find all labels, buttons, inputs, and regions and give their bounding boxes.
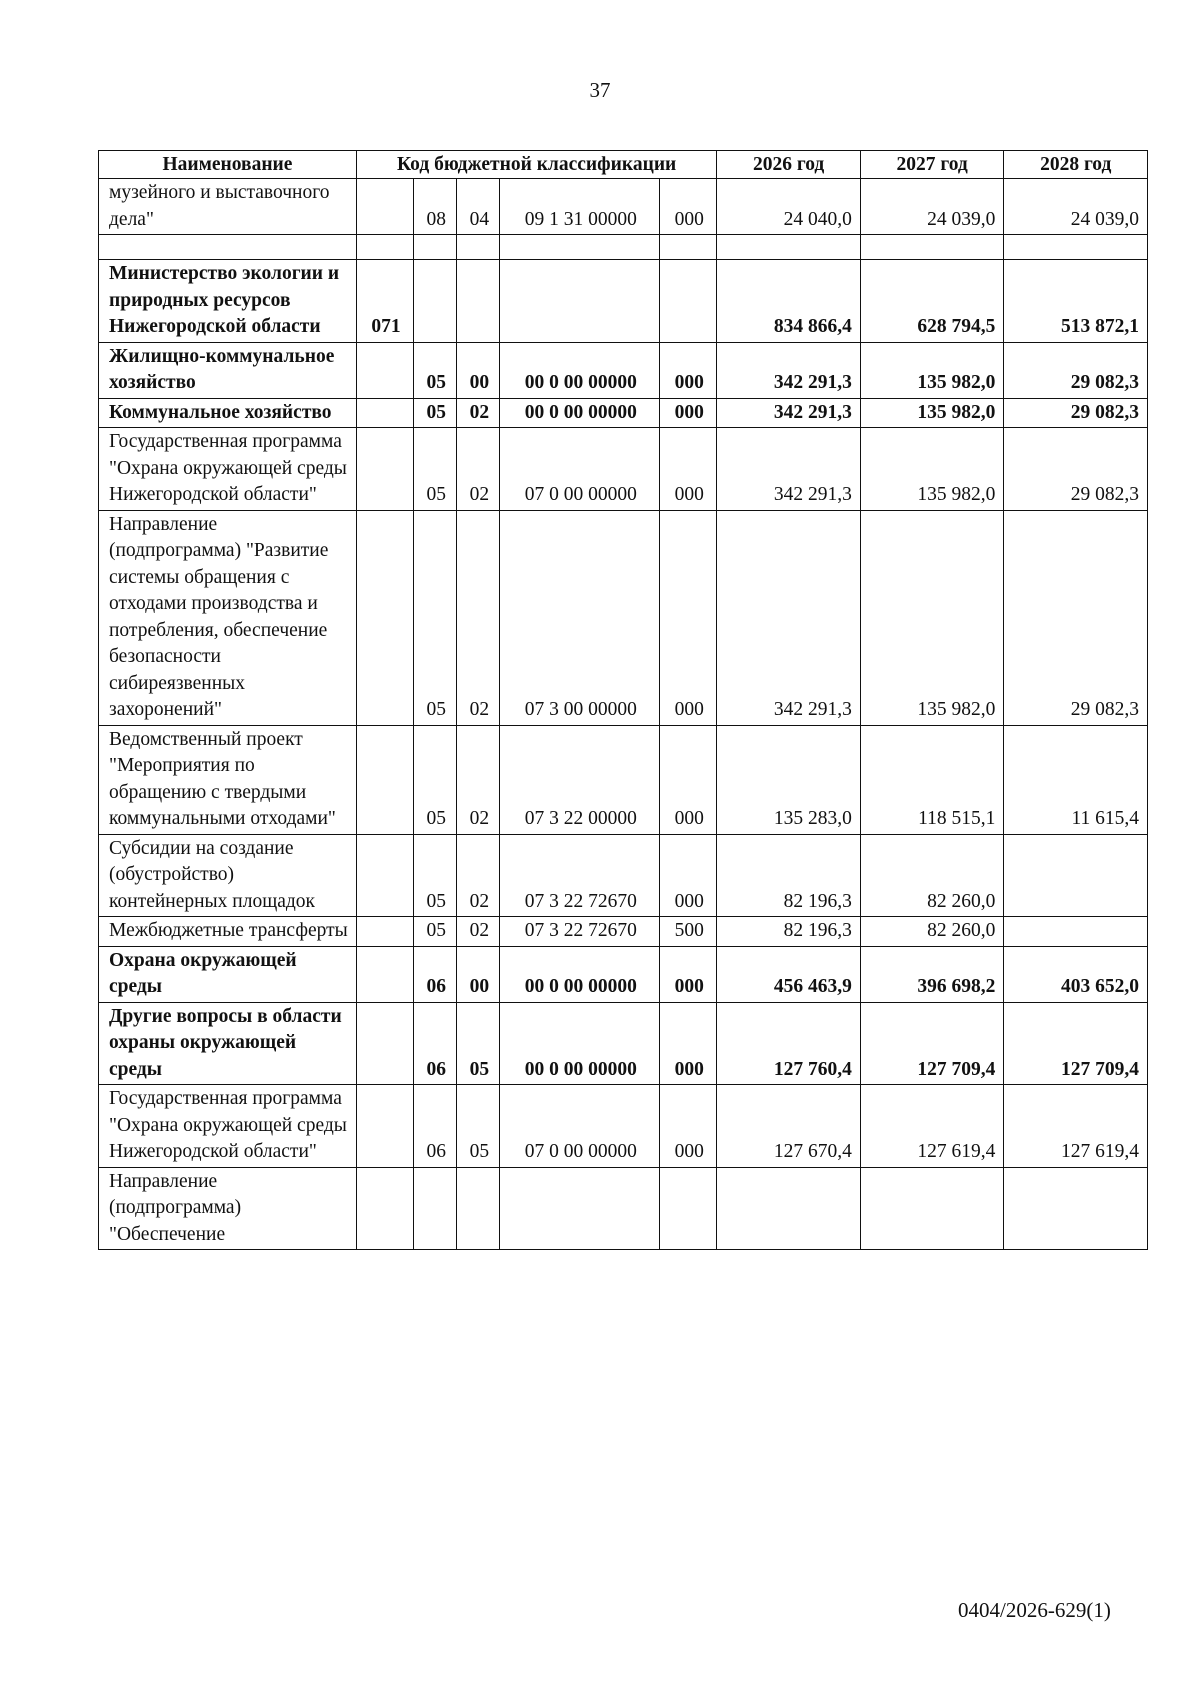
header-2027: 2027 год [860,151,1004,179]
cell-y2026: 342 291,3 [717,342,861,398]
cell-name: Охрана окружающей среды [99,946,357,1002]
cell-rz: 05 [414,725,457,834]
cell-cs: 00 0 00 00000 [500,342,660,398]
cell-rz: 06 [414,1085,457,1168]
cell-pr: 02 [457,725,500,834]
cell-pr: 02 [457,428,500,511]
cell-pr [457,1167,500,1250]
cell-name: Жилищно-коммунальное хозяйство [99,342,357,398]
cell-pr [457,260,500,343]
cell-y2026: 342 291,3 [717,428,861,511]
cell-y2026: 834 866,4 [717,260,861,343]
cell-cs: 00 0 00 00000 [500,1002,660,1085]
cell-vr: 000 [660,179,717,235]
table-row [99,260,1148,343]
cell-y2026 [717,235,861,260]
cell-name: Ведомственный проект "Мероприятия по обращению с твердыми коммунальными отходами" [99,725,357,834]
cell-y2026: 82 196,3 [717,834,861,917]
cell-cs: 00 0 00 00000 [500,946,660,1002]
table-row [99,834,1148,917]
cell-name: Направление (подпрограмма) "Развитие системы обращения с отходами производства и потребления, обеспечение безопасности сибиреязвенных захоронений" [99,510,357,725]
cell-y2028: 11 615,4 [1004,725,1148,834]
cell-pr: 02 [457,917,500,947]
cell-ved [356,1085,413,1168]
cell-y2027: 135 982,0 [860,398,1004,428]
cell-cs: 07 3 00 00000 [500,510,660,725]
cell-y2027: 135 982,0 [860,510,1004,725]
cell-pr: 02 [457,510,500,725]
cell-cs [500,1167,660,1250]
cell-name: Субсидии на создание (обустройство) контейнерных площадок [99,834,357,917]
cell-cs: 07 3 22 72670 [500,834,660,917]
cell-cs: 09 1 31 00000 [500,179,660,235]
cell-vr [660,260,717,343]
cell-vr: 000 [660,1085,717,1168]
cell-pr: 02 [457,398,500,428]
cell-y2027: 628 794,5 [860,260,1004,343]
document-code: 0404/2026-629(1) [958,1598,1111,1622]
cell-y2027: 127 709,4 [860,1002,1004,1085]
cell-vr [660,1167,717,1250]
cell-y2027: 135 982,0 [860,428,1004,511]
cell-vr [660,235,717,260]
table-row [99,428,1148,511]
cell-rz [414,235,457,260]
cell-y2028: 127 709,4 [1004,1002,1148,1085]
cell-rz: 05 [414,510,457,725]
cell-ved [356,235,413,260]
cell-ved [356,1002,413,1085]
cell-cs: 07 0 00 00000 [500,1085,660,1168]
cell-cs: 07 0 00 00000 [500,428,660,511]
table-body [99,179,1148,1250]
cell-y2026 [717,1167,861,1250]
cell-y2028 [1004,235,1148,260]
cell-vr: 000 [660,1002,717,1085]
table-header-row [99,151,1148,179]
cell-name: Другие вопросы в области охраны окружающей среды [99,1002,357,1085]
cell-vr: 000 [660,834,717,917]
table-row [99,179,1148,235]
table-row [99,342,1148,398]
table-row [99,917,1148,947]
cell-y2027: 82 260,0 [860,834,1004,917]
cell-y2027 [860,235,1004,260]
table-row [99,1002,1148,1085]
cell-y2028 [1004,834,1148,917]
cell-vr: 000 [660,428,717,511]
cell-ved [356,398,413,428]
cell-y2026: 127 760,4 [717,1002,861,1085]
cell-vr: 000 [660,510,717,725]
cell-name: Коммунальное хозяйство [99,398,357,428]
cell-ved [356,1167,413,1250]
cell-cs: 07 3 22 72670 [500,917,660,947]
cell-y2027: 118 515,1 [860,725,1004,834]
cell-rz [414,1167,457,1250]
cell-ved [356,725,413,834]
cell-name: музейного и выставочного дела" [99,179,357,235]
cell-y2028: 29 082,3 [1004,398,1148,428]
cell-vr: 000 [660,725,717,834]
table-row [99,725,1148,834]
cell-name: Направление (подпрограмма) "Обеспечение [99,1167,357,1250]
cell-pr: 02 [457,834,500,917]
cell-y2028: 513 872,1 [1004,260,1148,343]
cell-pr: 00 [457,946,500,1002]
cell-y2027: 82 260,0 [860,917,1004,947]
cell-name: Государственная программа "Охрана окружающей среды Нижегородской области" [99,428,357,511]
table-row [99,510,1148,725]
table-row [99,946,1148,1002]
header-2026: 2026 год [717,151,861,179]
cell-rz: 05 [414,342,457,398]
header-code: Код бюджетной классификации [356,151,716,179]
cell-rz: 05 [414,398,457,428]
cell-rz: 05 [414,834,457,917]
cell-rz [414,260,457,343]
cell-y2027 [860,1167,1004,1250]
cell-vr: 000 [660,398,717,428]
cell-y2028: 403 652,0 [1004,946,1148,1002]
spacer-row [99,235,1148,260]
cell-ved [356,179,413,235]
page-number: 37 [589,78,611,102]
cell-name [99,235,357,260]
cell-ved [356,342,413,398]
cell-vr: 500 [660,917,717,947]
cell-pr: 04 [457,179,500,235]
cell-cs: 07 3 22 00000 [500,725,660,834]
header-2028: 2028 год [1004,151,1148,179]
cell-ved [356,917,413,947]
cell-name: Межбюджетные трансферты [99,917,357,947]
cell-ved [356,428,413,511]
cell-y2028: 29 082,3 [1004,428,1148,511]
cell-rz: 08 [414,179,457,235]
cell-name: Государственная программа "Охрана окружающей среды Нижегородской области" [99,1085,357,1168]
table-row [99,1085,1148,1168]
cell-rz: 06 [414,1002,457,1085]
cell-y2027: 135 982,0 [860,342,1004,398]
cell-y2026: 24 040,0 [717,179,861,235]
cell-ved [356,946,413,1002]
cell-y2026: 135 283,0 [717,725,861,834]
cell-y2028: 24 039,0 [1004,179,1148,235]
cell-rz: 06 [414,946,457,1002]
cell-y2028: 29 082,3 [1004,510,1148,725]
cell-ved: 071 [356,260,413,343]
cell-name: Министерство экологии и природных ресурсов Нижегородской области [99,260,357,343]
cell-y2028 [1004,1167,1148,1250]
cell-rz: 05 [414,917,457,947]
cell-pr: 00 [457,342,500,398]
cell-rz: 05 [414,428,457,511]
cell-y2026: 456 463,9 [717,946,861,1002]
cell-y2028: 127 619,4 [1004,1085,1148,1168]
cell-pr [457,235,500,260]
cell-cs [500,260,660,343]
cell-vr: 000 [660,946,717,1002]
table-row [99,398,1148,428]
cell-y2026: 342 291,3 [717,510,861,725]
cell-y2028: 29 082,3 [1004,342,1148,398]
cell-vr: 000 [660,342,717,398]
cell-y2027: 396 698,2 [860,946,1004,1002]
cell-y2026: 82 196,3 [717,917,861,947]
cell-y2027: 24 039,0 [860,179,1004,235]
cell-y2028 [1004,917,1148,947]
cell-y2027: 127 619,4 [860,1085,1004,1168]
budget-table [98,150,1148,1250]
cell-cs [500,235,660,260]
cell-pr: 05 [457,1085,500,1168]
cell-pr: 05 [457,1002,500,1085]
cell-y2026: 342 291,3 [717,398,861,428]
cell-cs: 00 0 00 00000 [500,398,660,428]
table-row [99,1167,1148,1250]
header-name: Наименование [99,151,357,179]
cell-y2026: 127 670,4 [717,1085,861,1168]
cell-ved [356,510,413,725]
cell-ved [356,834,413,917]
